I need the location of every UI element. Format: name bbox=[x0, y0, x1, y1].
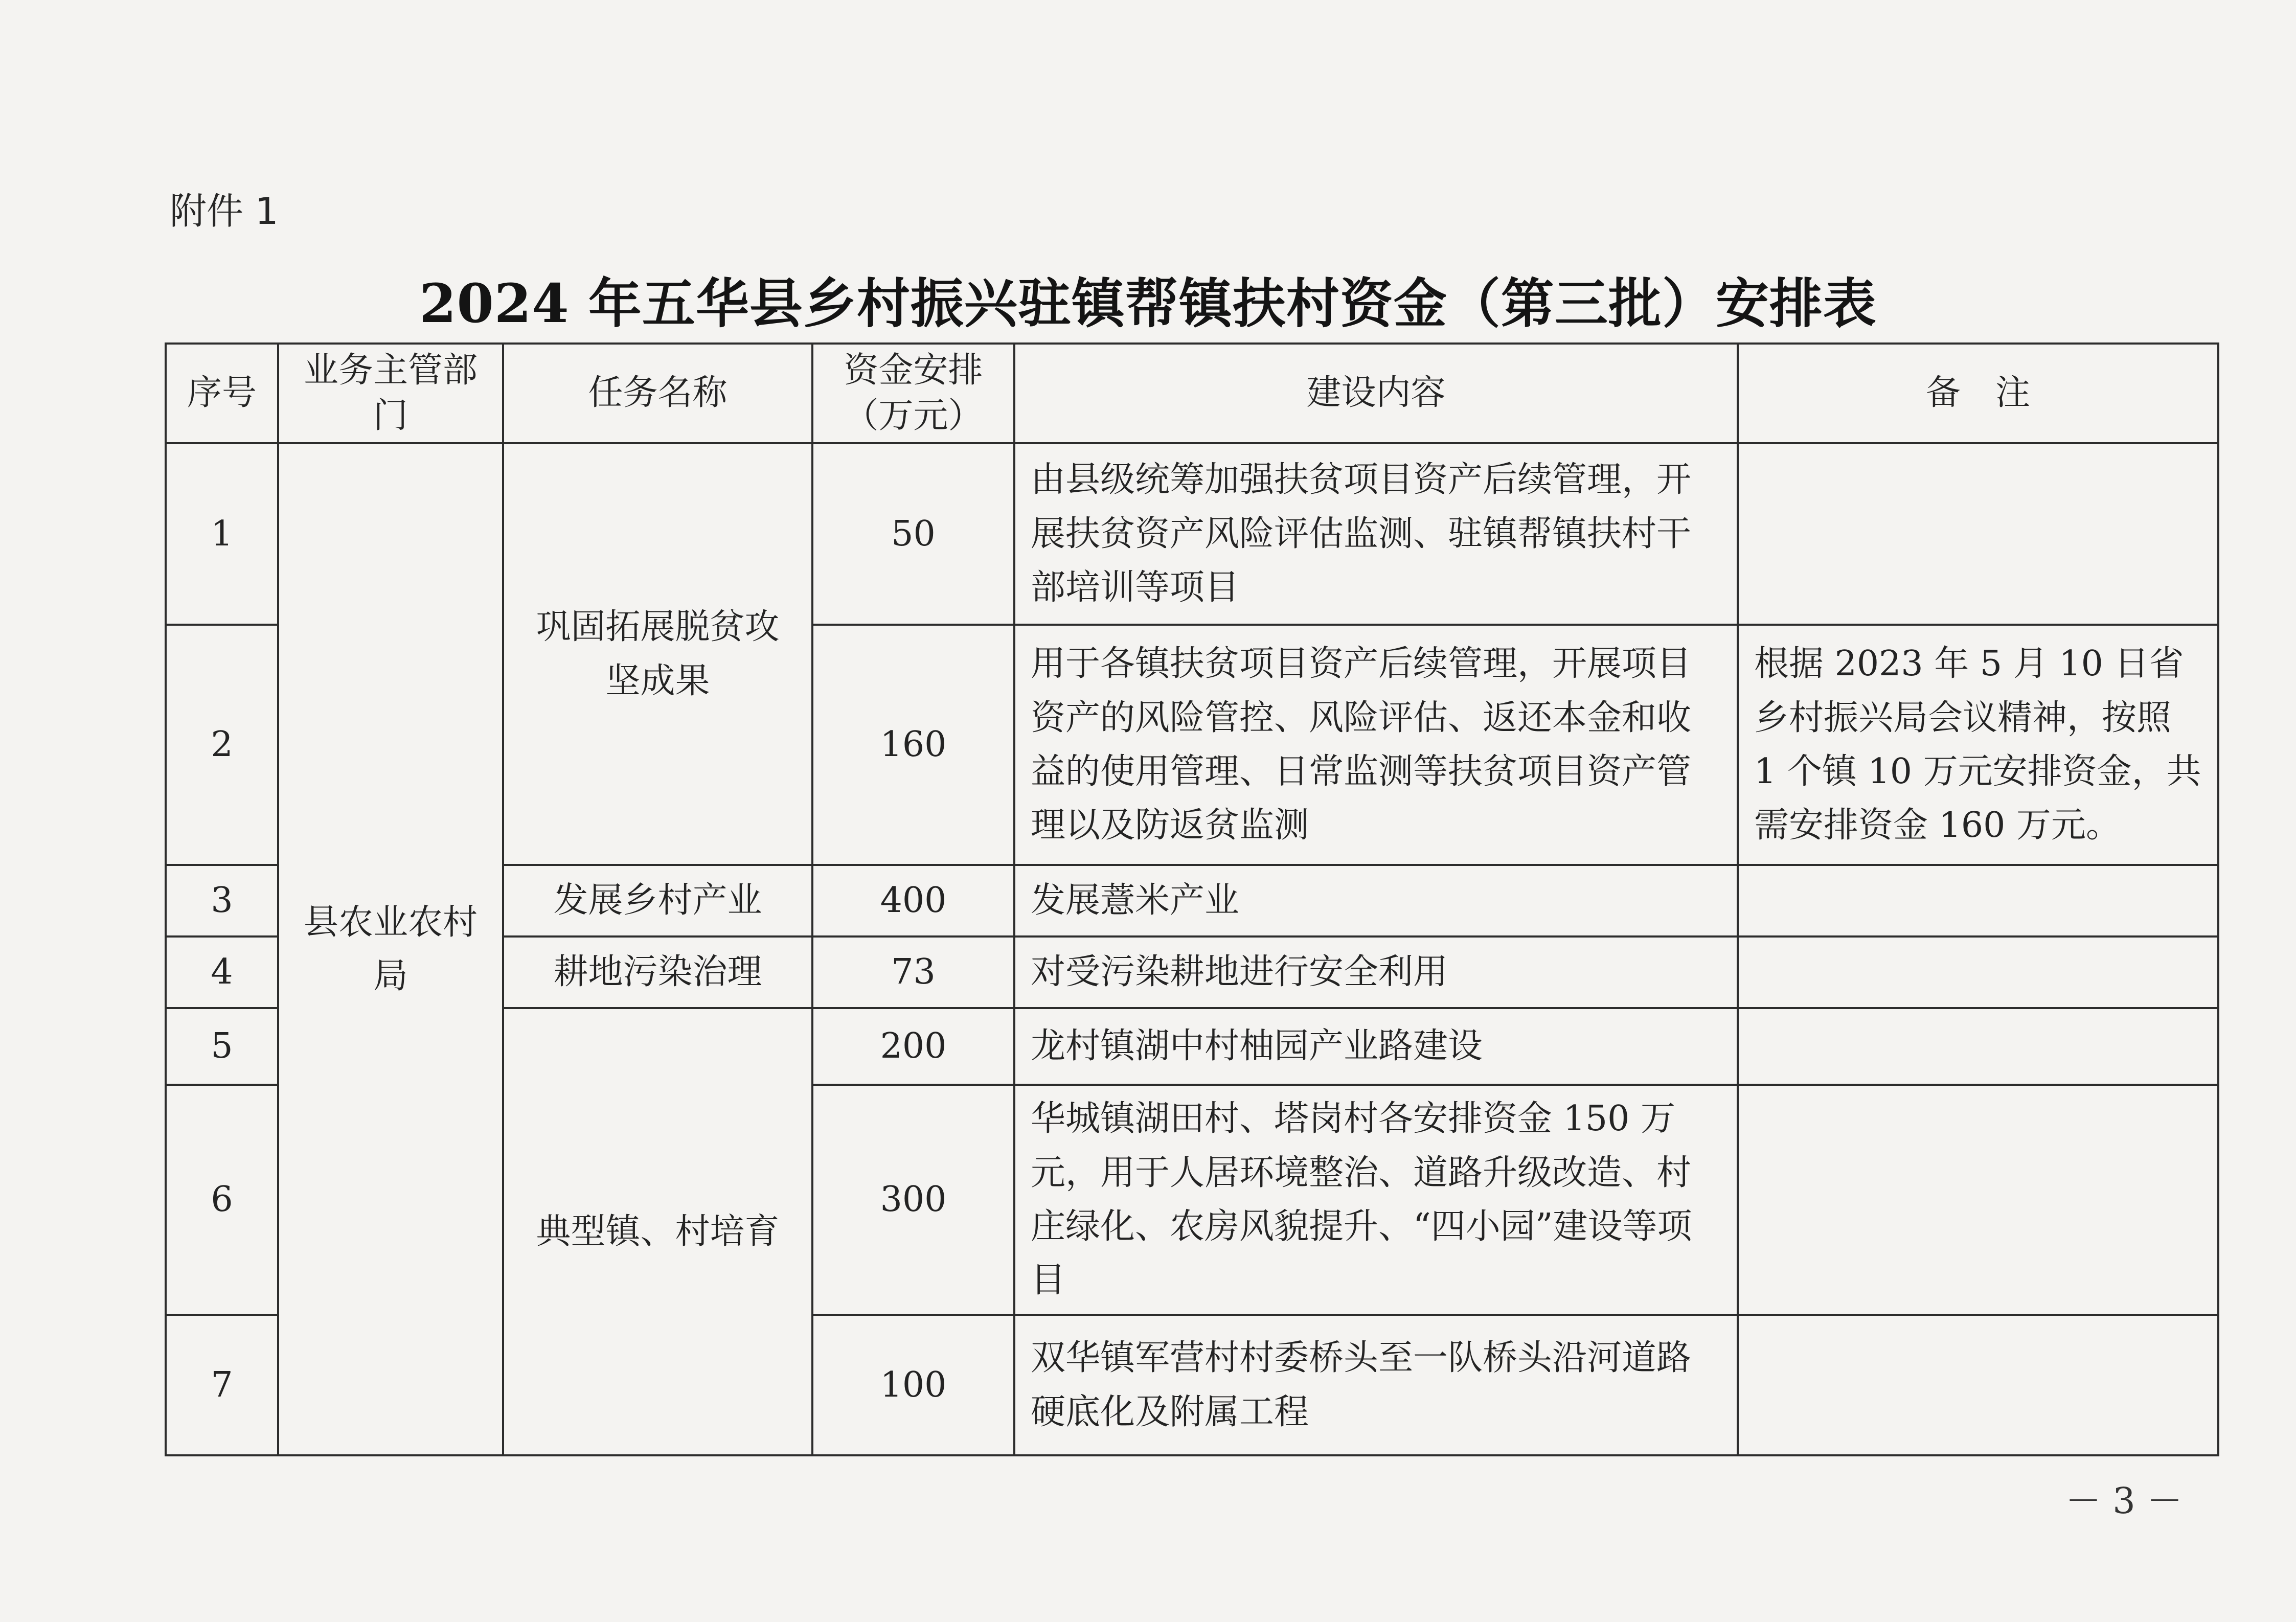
cell-task: 典型镇、村培育 bbox=[503, 1008, 812, 1455]
cell-content: 用于各镇扶贫项目资产后续管理，开展项目资产的风险管控、风险评估、返还本金和收益的使用管理、日常监测等扶贫项目资产管理以及防返贫监测 bbox=[1014, 625, 1738, 865]
cell-seq: 7 bbox=[166, 1315, 278, 1455]
cell-fund: 160 bbox=[812, 625, 1014, 865]
cell-seq: 2 bbox=[166, 625, 278, 865]
cell-fund: 100 bbox=[812, 1315, 1014, 1455]
cell-remark bbox=[1738, 1315, 2218, 1455]
cell-dept: 县农业农村局 bbox=[278, 443, 503, 1455]
cell-fund: 200 bbox=[812, 1008, 1014, 1085]
cell-seq: 4 bbox=[166, 936, 278, 1008]
funding-table bbox=[165, 342, 2219, 1456]
header-dept: 业务主管部门 bbox=[278, 344, 503, 443]
cell-remark bbox=[1738, 1085, 2218, 1315]
cell-seq: 3 bbox=[166, 865, 278, 936]
cell-content: 华城镇湖田村、塔岗村各安排资金 150 万元，用于人居环境整治、道路升级改造、村庄绿化、农房风貌提升、“四小园”建设等项目 bbox=[1014, 1085, 1738, 1315]
cell-seq: 5 bbox=[166, 1008, 278, 1085]
cell-fund: 73 bbox=[812, 936, 1014, 1008]
cell-content: 发展薏米产业 bbox=[1014, 865, 1738, 936]
cell-content: 龙村镇湖中村柚园产业路建设 bbox=[1014, 1008, 1738, 1085]
cell-task: 发展乡村产业 bbox=[503, 865, 812, 936]
cell-remark bbox=[1738, 443, 2218, 625]
cell-fund: 50 bbox=[812, 443, 1014, 625]
cell-remark bbox=[1738, 1008, 2218, 1085]
cell-remark bbox=[1738, 936, 2218, 1008]
attachment-label: 附件 1 bbox=[170, 190, 279, 233]
cell-task: 耕地污染治理 bbox=[503, 936, 812, 1008]
header-row bbox=[166, 344, 2218, 443]
page-number: － 3 － bbox=[2065, 1480, 2183, 1522]
cell-seq: 6 bbox=[166, 1085, 278, 1315]
cell-remark bbox=[1738, 865, 2218, 936]
table-row bbox=[166, 443, 2218, 625]
cell-content: 对受污染耕地进行安全利用 bbox=[1014, 936, 1738, 1008]
header-remark: 备 注 bbox=[1738, 344, 2218, 443]
cell-task: 巩固拓展脱贫攻坚成果 bbox=[503, 443, 812, 865]
cell-content: 双华镇军营村村委桥头至一队桥头沿河道路硬底化及附属工程 bbox=[1014, 1315, 1738, 1455]
cell-fund: 400 bbox=[812, 865, 1014, 936]
cell-seq: 1 bbox=[166, 443, 278, 625]
header-content: 建设内容 bbox=[1014, 344, 1738, 443]
cell-content: 由县级统筹加强扶贫项目资产后续管理，开展扶贫资产风险评估监测、驻镇帮镇扶村干部培训等项目 bbox=[1014, 443, 1738, 625]
page-title: 2024 年五华县乡村振兴驻镇帮镇扶村资金（第三批）安排表 bbox=[419, 272, 1877, 335]
header-task: 任务名称 bbox=[503, 344, 812, 443]
cell-fund: 300 bbox=[812, 1085, 1014, 1315]
cell-remark: 根据 2023 年 5 月 10 日省乡村振兴局会议精神，按照 1 个镇 10 万元安排资金，共需安排资金 160 万元。 bbox=[1738, 625, 2218, 865]
header-seq: 序号 bbox=[166, 344, 278, 443]
header-fund: 资金安排（万元） bbox=[812, 344, 1014, 443]
